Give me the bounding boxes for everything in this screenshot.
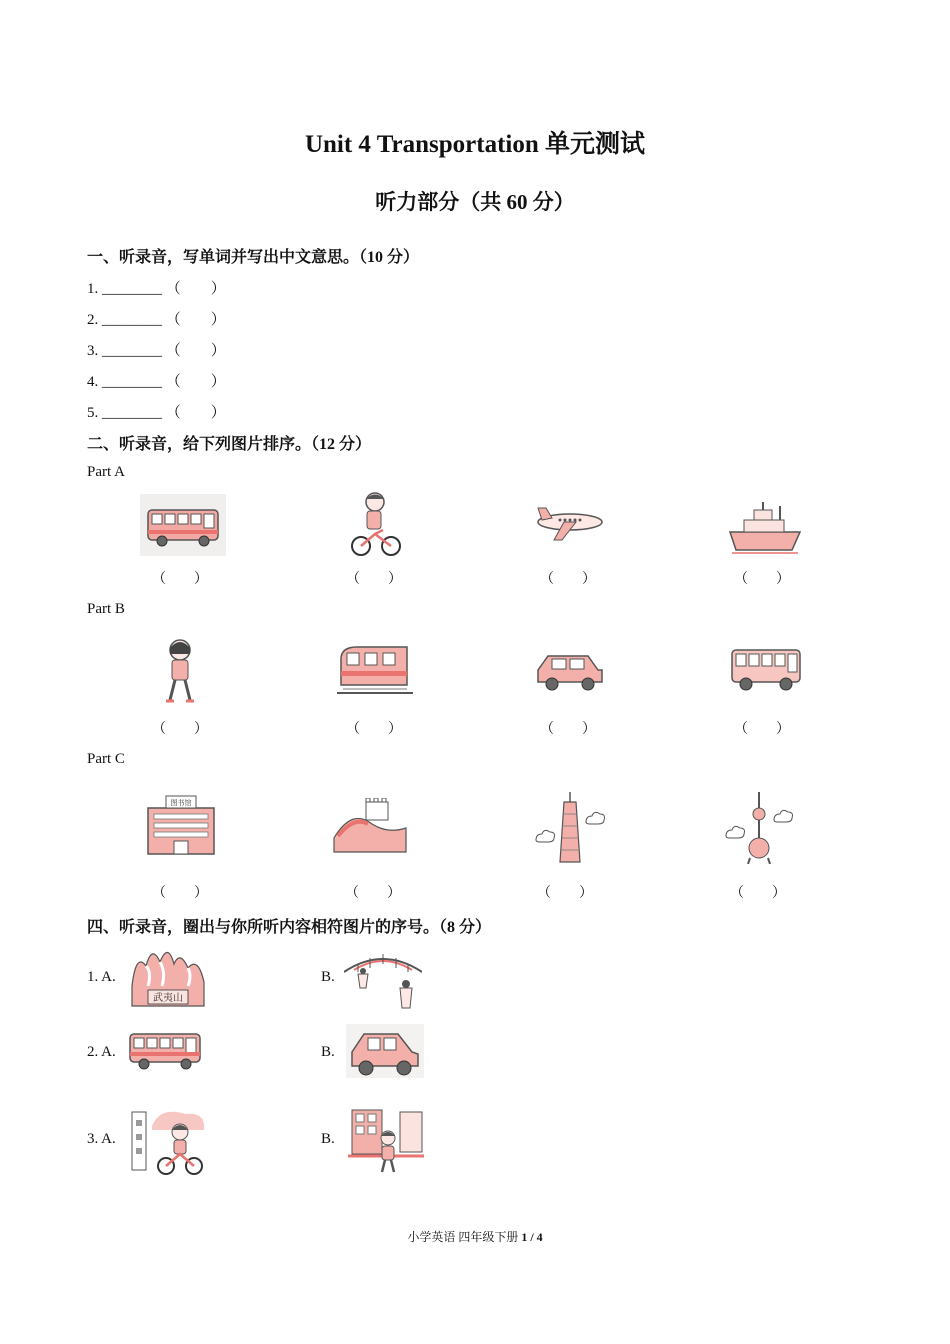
- q3-option-a-label[interactable]: 3. A.: [87, 1131, 116, 1147]
- answer-blank[interactable]: （ ）: [540, 572, 596, 587]
- answer-blank[interactable]: （ ）: [540, 722, 596, 737]
- train-icon: [337, 641, 413, 701]
- library-sign-text: 图书馆: [170, 799, 192, 807]
- answer-blank[interactable]: （ ）: [346, 572, 402, 587]
- page-footer: [0, 1228, 950, 1245]
- section1-heading: 一、听录音，写单词并写出中文意思。（10 分）: [87, 249, 420, 266]
- section1-item-1: 1. ________ （ ）: [87, 281, 226, 297]
- page-subtitle: 听力部分（共 60 分）: [375, 190, 575, 214]
- walking-child-icon: [160, 638, 200, 706]
- wuyi-caption: 武夷山: [153, 993, 183, 1004]
- q2-option-a-label[interactable]: 2. A.: [87, 1044, 116, 1060]
- answer-blank[interactable]: （ ）: [730, 886, 786, 901]
- section4-heading: 四、听录音，圈出与你所听内容相符图片的序号。（8 分）: [87, 919, 492, 936]
- page-number: 1 / 4: [521, 1230, 543, 1244]
- bus-icon: [728, 644, 804, 694]
- answer-blank[interactable]: （ ）: [152, 886, 208, 901]
- ship-icon: [726, 500, 804, 556]
- bicycle-rider-icon: [347, 490, 407, 558]
- part-c-label: Part C: [87, 751, 125, 767]
- section1-item-4: 4. ________ （ ）: [87, 374, 226, 390]
- answer-blank[interactable]: （ ）: [734, 722, 790, 737]
- skyscraper-icon: [532, 792, 606, 864]
- page-title: Unit 4 Transportation 单元测试: [304, 131, 646, 158]
- answer-blank[interactable]: （ ）: [152, 722, 208, 737]
- part-a-label: Part A: [87, 464, 125, 480]
- section1-item-2: 2. ________ （ ）: [87, 312, 226, 328]
- walking-boy-icon[interactable]: [348, 1106, 424, 1176]
- answer-blank[interactable]: （ ）: [152, 572, 208, 587]
- section2-heading: 二、听录音，给下列图片排序。（12 分）: [87, 436, 372, 453]
- q3-option-b-label[interactable]: B.: [321, 1131, 335, 1147]
- tv-tower-icon: [722, 792, 796, 864]
- wuyi-mountain-icon[interactable]: [130, 942, 208, 1008]
- riding-bike-icon[interactable]: [130, 1106, 208, 1176]
- car-icon[interactable]: [346, 1024, 424, 1078]
- bus-icon: [140, 494, 226, 556]
- answer-blank[interactable]: （ ）: [734, 572, 790, 587]
- footer-text: 小学英语 四年级下册: [407, 1230, 522, 1244]
- q2-option-b-label[interactable]: B.: [321, 1044, 335, 1060]
- bus-icon[interactable]: [128, 1030, 204, 1072]
- answer-blank[interactable]: （ ）: [346, 722, 402, 737]
- stone-bridge-icon[interactable]: [344, 944, 422, 1012]
- airplane-icon: [534, 500, 606, 546]
- great-wall-icon: [332, 798, 408, 854]
- part-b-label: Part B: [87, 601, 125, 617]
- q1-option-b-label[interactable]: B.: [321, 969, 335, 985]
- answer-blank[interactable]: （ ）: [537, 886, 593, 901]
- answer-blank[interactable]: （ ）: [345, 886, 401, 901]
- library-building-icon: [146, 794, 216, 856]
- section1-item-3: 3. ________ （ ）: [87, 343, 226, 359]
- q1-option-a-label[interactable]: 1. A.: [87, 969, 116, 985]
- car-icon: [534, 648, 606, 692]
- section1-item-5: 5. ________ （ ）: [87, 405, 226, 421]
